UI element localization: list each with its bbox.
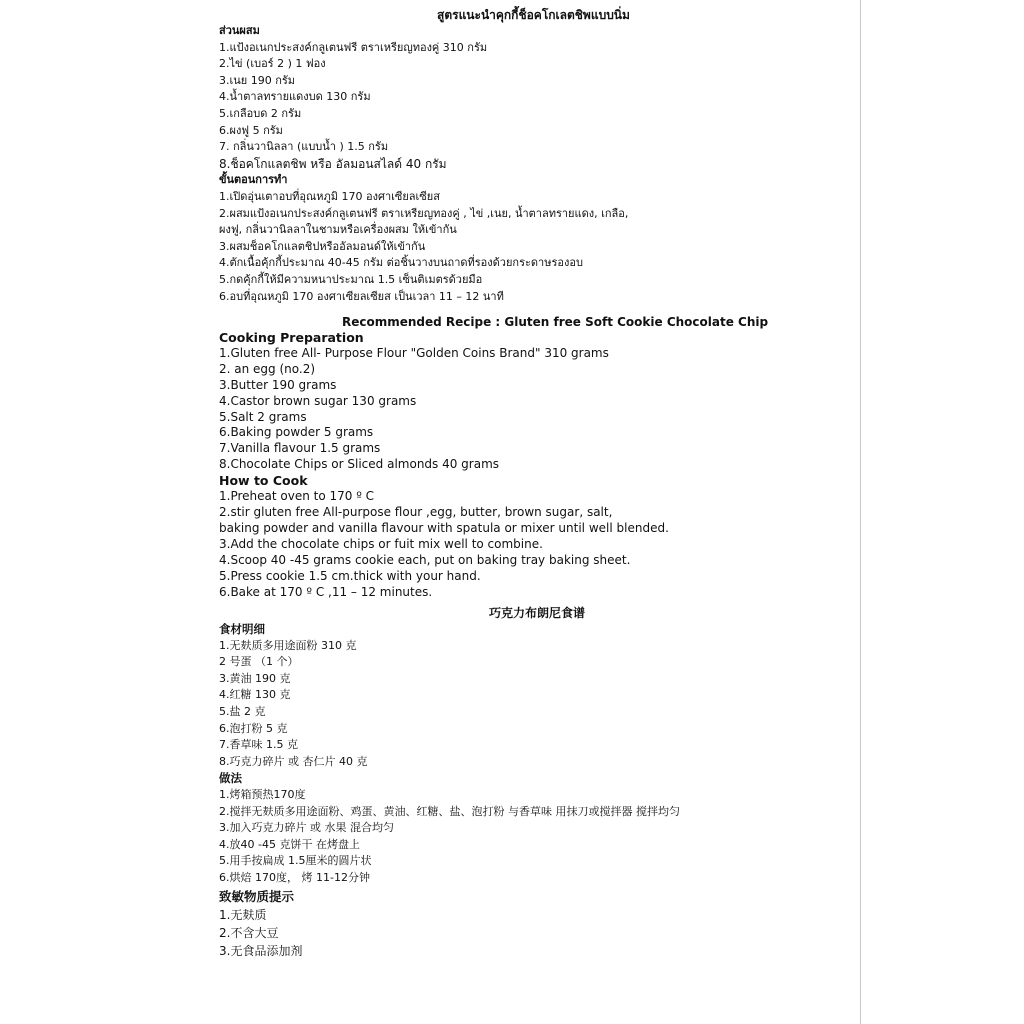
list-item: 4.Scoop 40 -45 grams cookie each, put on baking tray baking sheet. [219, 552, 631, 567]
thai-section [219, 7, 839, 305]
list-item: 8.ช็อคโกแลตชิพ หรือ อัลมอนสไลด์ 40 กรัม [219, 156, 447, 171]
list-item: 3.Add the chocolate chips or fuit mix well to combine. [219, 536, 543, 551]
list-item: 6.Bake at 170 º C ,11 – 12 minutes. [219, 584, 433, 599]
chinese-steps-list [219, 787, 839, 887]
english-section [219, 314, 839, 600]
english-ingredients-heading: Cooking Preparation [219, 330, 364, 345]
list-item: 7. กลิ่นวานิลลา (แบบน้ำ ) 1.5 กรัม [219, 140, 389, 154]
page-edge-divider [860, 0, 861, 1024]
list-item: baking powder and vanilla flavour with spatula or mixer until well blended. [219, 520, 669, 535]
list-item: 5.Salt 2 grams [219, 409, 307, 424]
list-item: 6.Baking powder 5 grams [219, 425, 374, 440]
list-item: 1.无麸质 [219, 907, 267, 922]
english-title: Recommended Recipe : Gluten free Soft Cookie Chocolate Chip [342, 315, 769, 329]
list-item: 3.无食品添加剂 [219, 943, 303, 958]
chinese-title: 巧克力布朗尼食谱 [489, 606, 586, 620]
list-item: 2.不含大豆 [219, 925, 279, 940]
list-item: 8.巧克力碎片 或 杏仁片 40 克 [219, 754, 368, 768]
list-item: 5.กดคุ้กกี้ให้มีความหนาประมาณ 1.5 เซ็นติเมตรด้วยมือ [219, 272, 483, 286]
list-item: 5.盐 2 克 [219, 704, 266, 718]
english-steps-heading: How to Cook [219, 473, 308, 489]
allergen-list [219, 906, 839, 960]
list-item: 6.泡打粉 5 克 [219, 721, 288, 735]
list-item: 2.搅拌无麸质多用途面粉、鸡蛋、黄油、红糖、盐、泡打粉 与香草味 用抹刀或搅拌器 搅拌均匀 [219, 804, 680, 818]
english-ingredients-list [219, 346, 839, 473]
list-item: 6.ผงฟู 5 กรัม [219, 123, 283, 137]
list-item: 1.เปิดอุ่นเตาอบที่อุณหภูมิ 170 องศาเซียลเซียส [219, 189, 440, 203]
list-item: 4.红糖 130 克 [219, 688, 291, 702]
list-item: 4.ตักเนื้อคุ้กกี้ประมาณ 40-45 กรัม ต่อชิ้นวางบนถาดที่รองด้วยกระดาษรองอบ [219, 256, 583, 270]
thai-ingredients-list [219, 40, 839, 173]
list-item: 4.น้ำตาลทรายแดงบด 130 กรัม [219, 90, 371, 104]
list-item: 5.เกลือบด 2 กรัม [219, 106, 302, 120]
allergen-heading: 致敏物质提示 [219, 888, 295, 904]
list-item: 1.无麸质多用途面粉 310 克 [219, 638, 357, 652]
chinese-section [219, 605, 839, 960]
list-item: ผงฟู, กลิ่นวานิลลาในชามหรือเครื่องผสม ให้เข้ากัน [219, 223, 457, 237]
list-item: 4.Castor brown sugar 130 grams [219, 393, 417, 408]
list-item: 6.烘焙 170度， 烤 11-12分钟 [219, 870, 370, 884]
thai-title: สูตรแนะนำคุกกี้ช็อคโกเลตชิพแบบนิ่ม [437, 8, 630, 22]
chinese-ingredients-heading: 食材明细 [219, 622, 265, 636]
chinese-steps-heading: 做法 [219, 771, 242, 786]
list-item: 1.烤箱预热170度 [219, 787, 306, 801]
list-item: 3.เนย 190 กรัม [219, 73, 296, 87]
thai-steps-list [219, 189, 839, 305]
list-item: 5.Press cookie 1.5 cm.thick with your hand. [219, 568, 481, 583]
list-item: 7.Vanilla flavour 1.5 grams [219, 441, 381, 456]
list-item: 3.黄油 190 克 [219, 671, 291, 685]
list-item: 3.Butter 190 grams [219, 377, 337, 392]
list-item: 8.Chocolate Chips or Sliced almonds 40 grams [219, 457, 500, 472]
list-item: 1.แป้งอเนกประสงค์กลูเตนฟรี ตราเหรียญทองคู่ 310 กรัม [219, 40, 488, 54]
list-item: 3.加入巧克力碎片 或 水果 混合均匀 [219, 821, 394, 835]
thai-ingredients-heading: ส่วนผสม [219, 24, 260, 37]
list-item: 2.ไข่ (เบอร์ 2 ) 1 ฟอง [219, 57, 326, 71]
list-item: 7.香草味 1.5 克 [219, 738, 298, 752]
list-item: 4.放40 -45 克饼干 在烤盘上 [219, 837, 360, 851]
thai-steps-heading: ขั้นตอนการทำ [219, 173, 288, 187]
chinese-ingredients-list [219, 638, 839, 771]
english-steps-list [219, 489, 839, 600]
list-item: 1.Preheat oven to 170 º C [219, 489, 375, 504]
list-item: 2.ผสมแป้งอเนกประสงค์กลูเตนฟรี ตราเหรียญทองคู่ , ไข่ ,เนย, น้ำตาลทรายแดง, เกลือ, [219, 206, 629, 220]
list-item: 5.用手按扁成 1.5厘米的圆片状 [219, 854, 372, 868]
list-item: 1.Gluten free All- Purpose Flour "Golden Coins Brand" 310 grams [219, 345, 609, 360]
list-item: 6.อบที่อุณหภูมิ 170 องศาเซียลเซียส เป็นเวลา 11 – 12 นาที [219, 289, 504, 303]
list-item: 2.stir gluten free All-purpose flour ,egg, butter, brown sugar, salt, [219, 504, 613, 519]
list-item: 2. an egg (no.2) [219, 361, 316, 376]
list-item: 3.ผสมช็อคโกแลตชิปหรืออัลมอนด์ให้เข้ากัน [219, 239, 426, 253]
list-item: 2 号蛋 （1 个） [219, 655, 299, 669]
